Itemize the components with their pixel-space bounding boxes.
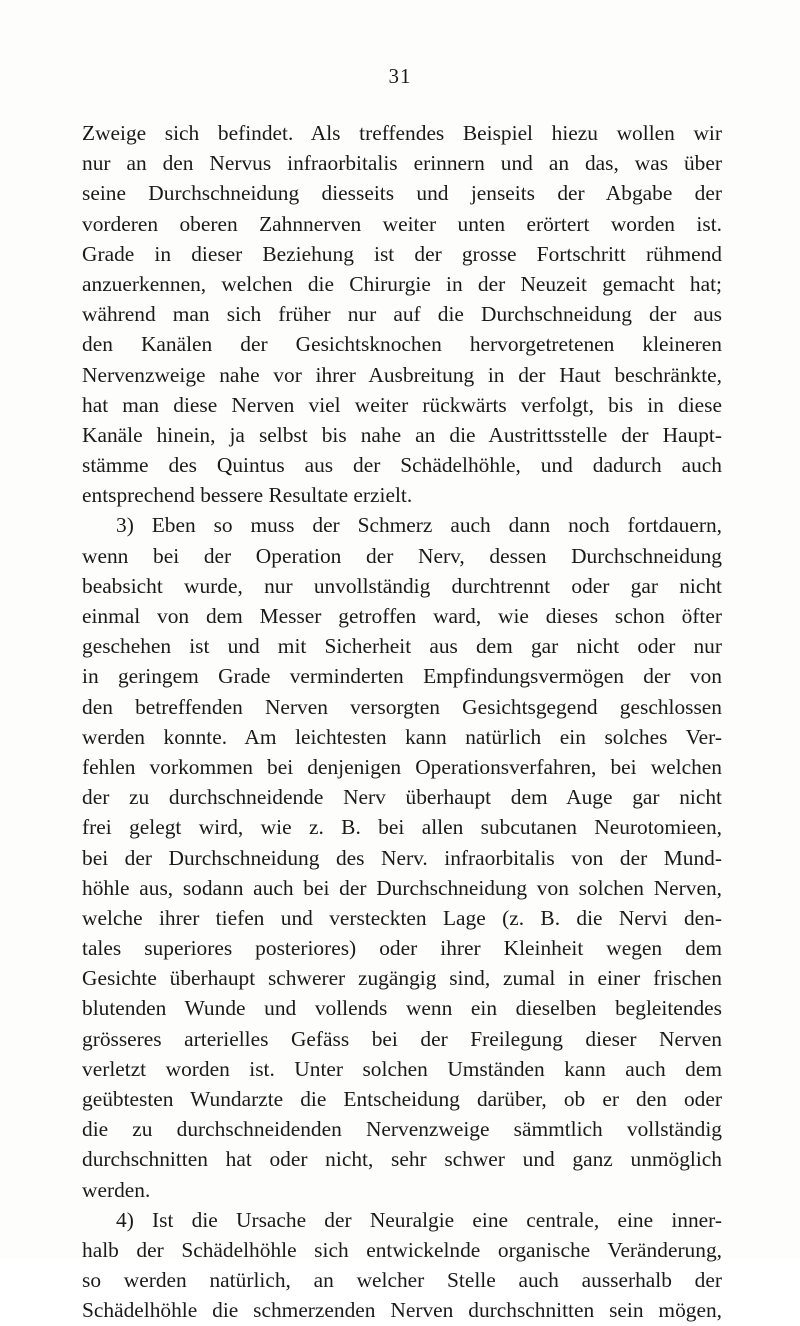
text-line: geübtesten Wundarzte die Entscheidung darüber, ob er den oder	[82, 1087, 722, 1111]
text-line: werden.	[82, 1177, 151, 1202]
text-line: den Kanälen der Gesichtsknochen hervorgetretenen kleineren	[82, 332, 722, 357]
text-line: in geringem Grade verminderten Empfindungsvermögen der von	[82, 664, 722, 689]
text-line: blutenden Wunde und vollends wenn ein dieselben begleitendes	[82, 996, 722, 1021]
text-line: welche ihrer tiefen und versteckten Lage (z. B. die Nervi den-	[82, 905, 722, 930]
body-text	[82, 118, 722, 1326]
text-line: Grade in dieser Beziehung ist der grosse Fortschritt rühmend	[82, 241, 722, 266]
page-number: 31	[388, 64, 412, 88]
text-line: durchschnitten hat oder nicht, sehr schwer und ganz unmöglich	[82, 1147, 722, 1172]
text-line: Zweige sich befindet. Als treffendes Beispiel hiezu wollen wir	[82, 121, 722, 145]
text-line: halb der Schädelhöhle sich entwickelnde organische Veränderung,	[82, 1237, 722, 1262]
text-line: beabsicht wurde, nur unvollständig durchtrennt oder gar nicht	[82, 573, 722, 598]
text-line: so werden natürlich, an welcher Stelle auch ausserhalb der	[82, 1268, 722, 1293]
text-line: tales superiores posteriores) oder ihrer Kleinheit wegen dem	[82, 936, 722, 961]
text-line: entsprechend bessere Resultate erzielt.	[82, 483, 413, 508]
text-line: einmal von dem Messer getroffen ward, wie dieses schon öfter	[82, 604, 722, 628]
text-line: fehlen vorkommen bei denjenigen Operationsverfahren, bei welchen	[82, 754, 722, 779]
text-line: Gesichte überhaupt schwerer zugängig sind, zumal in einer frischen	[82, 966, 722, 991]
text-line: während man sich früher nur auf die Durchschneidung der aus	[82, 302, 722, 327]
text-line: nur an den Nervus infraorbitalis erinnern und an das, was über	[82, 151, 722, 176]
text-line: höhle aus, sodann auch bei der Durchschneidung von solchen Nerven,	[82, 875, 722, 900]
text-line: grösseres arterielles Gefäss bei der Freilegung dieser Nerven	[82, 1026, 722, 1051]
text-line: geschehen ist und mit Sicherheit aus dem gar nicht oder nur	[82, 634, 722, 659]
paragraph-start-line: 3) Eben so muss der Schmerz auch dann noch fortdauern,	[116, 513, 722, 538]
text-line: stämme des Quintus aus der Schädelhöhle, und dadurch auch	[82, 453, 722, 478]
text-line: vorderen oberen Zahnnerven weiter unten erörtert worden ist.	[82, 211, 722, 236]
text-line: bei der Durchschneidung des Nerv. infraorbitalis von der Mund-	[82, 845, 722, 870]
text-line: werden konnte. Am leichtesten kann natürlich ein solches Ver-	[82, 724, 722, 749]
text-line: Schädelhöhle die schmerzenden Nerven durchschnitten sein mögen,	[82, 1298, 722, 1323]
text-line: frei gelegt wird, wie z. B. bei allen subcutanen Neurotomieen,	[82, 815, 722, 840]
text-line: den betreffenden Nerven versorgten Gesichtsgegend geschlossen	[82, 694, 722, 719]
text-line: die zu durchschneidenden Nervenzweige sämmtlich vollständig	[82, 1117, 722, 1142]
text-line: der zu durchschneidende Nerv überhaupt dem Auge gar nicht	[82, 785, 722, 810]
text-line: seine Durchschneidung diesseits und jenseits der Abgabe der	[82, 181, 722, 206]
text-line: anzuerkennen, welchen die Chirurgie in der Neuzeit gemacht hat;	[82, 271, 722, 296]
text-line: wenn bei der Operation der Nerv, dessen Durchschneidung	[82, 543, 722, 568]
paragraph-start-line: 4) Ist die Ursache der Neuralgie eine centrale, eine inner-	[116, 1207, 722, 1232]
text-line: verletzt worden ist. Unter solchen Umständen kann auch dem	[82, 1056, 722, 1081]
text-line: Nervenzweige nahe vor ihrer Ausbreitung in der Haut beschränkte,	[82, 362, 722, 387]
text-line: hat man diese Nerven viel weiter rückwärts verfolgt, bis in diese	[82, 392, 722, 417]
text-line: Kanäle hinein, ja selbst bis nahe an die Austrittsstelle der Haupt-	[82, 422, 722, 447]
